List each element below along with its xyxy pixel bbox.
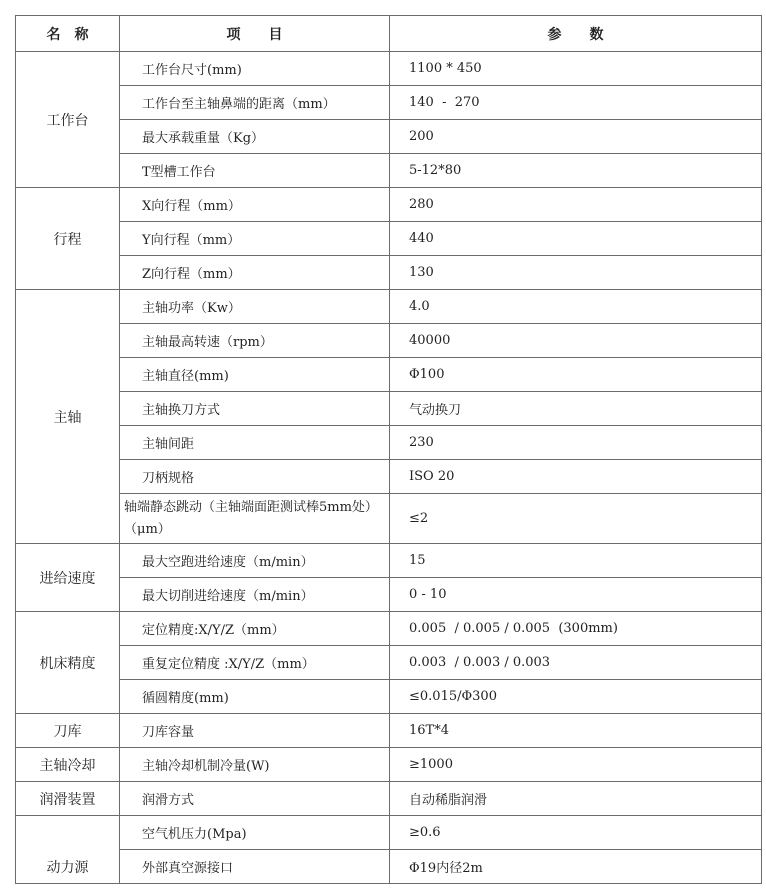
header-item: 项 目 [120, 16, 390, 52]
value-cell: 16T*4 [390, 714, 762, 748]
table-row [16, 460, 762, 494]
item-cell: 定位精度:X/Y/Z（mm） [120, 612, 390, 646]
table-row [16, 544, 762, 578]
item-cell: X向行程（mm） [120, 188, 390, 222]
category-cell: 润滑装置 [16, 782, 120, 816]
value-cell: 130 [390, 256, 762, 290]
value-cell: 自动稀脂润滑 [390, 782, 762, 816]
table-row [16, 222, 762, 256]
table-row [16, 816, 762, 850]
value-cell: 0.003 / 0.003 / 0.003 [390, 646, 762, 680]
table-row [16, 850, 762, 884]
value-cell: ≤2 [390, 494, 762, 544]
table-row [16, 154, 762, 188]
item-cell: 工作台尺寸(mm) [120, 52, 390, 86]
value-cell: Φ19内径2m [390, 850, 762, 884]
value-cell: 280 [390, 188, 762, 222]
value-cell: Φ100 [390, 358, 762, 392]
category-cell: 主轴冷却 [16, 748, 120, 782]
table-row [16, 426, 762, 460]
table-row [16, 714, 762, 748]
table-row [16, 392, 762, 426]
item-cell: 润滑方式 [120, 782, 390, 816]
item-cell: 外部真空源接口 [120, 850, 390, 884]
table-row [16, 680, 762, 714]
header-param: 参 数 [390, 16, 762, 52]
item-cell: 最大空跑进给速度（m/min） [120, 544, 390, 578]
item-cell: Z向行程（mm） [120, 256, 390, 290]
table-row [16, 358, 762, 392]
item-cell: 刀柄规格 [120, 460, 390, 494]
header-row [16, 16, 762, 52]
item-cell: 空气机压力(Mpa) [120, 816, 390, 850]
table-row [16, 86, 762, 120]
value-cell: ≥0.6 [390, 816, 762, 850]
item-cell: 工作台至主轴鼻端的距离（mm） [120, 86, 390, 120]
value-cell: 230 [390, 426, 762, 460]
category-cell: 工作台 [16, 52, 120, 188]
category-cell: 刀库 [16, 714, 120, 748]
table-row [16, 290, 762, 324]
item-cell: 主轴间距 [120, 426, 390, 460]
table-row [16, 782, 762, 816]
value-cell: 200 [390, 120, 762, 154]
value-cell: 440 [390, 222, 762, 256]
value-cell: 0 - 10 [390, 578, 762, 612]
table-row [16, 52, 762, 86]
item-cell: T型槽工作台 [120, 154, 390, 188]
header-name: 名 称 [16, 16, 120, 52]
category-cell: 行程 [16, 188, 120, 290]
table-row [16, 256, 762, 290]
item-cell: 主轴最高转速（rpm） [120, 324, 390, 358]
item-cell: 刀库容量 [120, 714, 390, 748]
category-cell: 机床精度 [16, 612, 120, 714]
item-cell: Y向行程（mm） [120, 222, 390, 256]
item-cell: 主轴换刀方式 [120, 392, 390, 426]
item-cell: 主轴冷却机制冷量(W) [120, 748, 390, 782]
value-cell: 气动换刀 [390, 392, 762, 426]
table-row [16, 120, 762, 154]
item-cell: 主轴直径(mm) [120, 358, 390, 392]
spec-table [15, 15, 762, 884]
value-cell: ≤0.015/Φ300 [390, 680, 762, 714]
value-cell: 0.005 / 0.005 / 0.005 (300mm) [390, 612, 762, 646]
category-cell: 主轴 [16, 290, 120, 544]
table-row [16, 748, 762, 782]
item-cell: 重复定位精度 :X/Y/Z（mm） [120, 646, 390, 680]
item-cell: 最大切削进给速度（m/min） [120, 578, 390, 612]
value-cell: ISO 20 [390, 460, 762, 494]
table-row [16, 578, 762, 612]
value-cell: 15 [390, 544, 762, 578]
item-cell: 主轴功率（Kw） [120, 290, 390, 324]
value-cell: 4.0 [390, 290, 762, 324]
category-cell: 动力源 [16, 816, 120, 884]
item-cell: 循圆精度(mm) [120, 680, 390, 714]
item-cell: 最大承载重量（Kg） [120, 120, 390, 154]
table-row [16, 494, 762, 544]
item-cell: 轴端静态跳动（主轴端面距测试棒5mm处） （μm） [120, 494, 390, 544]
table-row [16, 612, 762, 646]
table-row [16, 646, 762, 680]
table-row [16, 188, 762, 222]
value-cell: ≥1000 [390, 748, 762, 782]
value-cell: 5-12*80 [390, 154, 762, 188]
category-cell: 进给速度 [16, 544, 120, 612]
value-cell: 40000 [390, 324, 762, 358]
value-cell: 140 - 270 [390, 86, 762, 120]
value-cell: 1100 * 450 [390, 52, 762, 86]
table-row [16, 324, 762, 358]
